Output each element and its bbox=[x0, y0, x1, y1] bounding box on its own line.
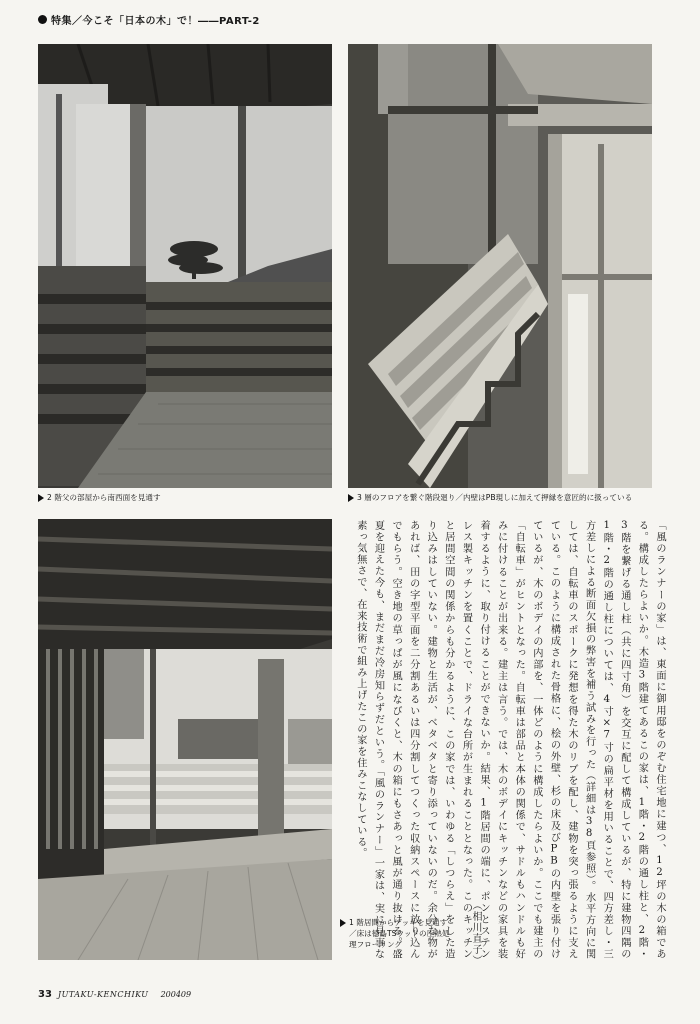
article-body bbox=[338, 520, 668, 960]
page-footer bbox=[38, 989, 191, 1000]
section-title: 特集／今こそ「日本の木」で！――PART-2 bbox=[51, 16, 260, 27]
caption-photo2 bbox=[348, 492, 668, 503]
bullet-icon bbox=[38, 15, 47, 24]
caption-photo1 bbox=[38, 492, 338, 503]
photo-living-room bbox=[38, 519, 332, 960]
photo-staircase bbox=[348, 44, 652, 488]
page-number: 33 bbox=[38, 989, 52, 1000]
issue-number: 200409 bbox=[160, 990, 192, 999]
magazine-name: JUTAKU-KENCHIKU bbox=[57, 990, 149, 999]
caption-text: 1 階居間からデッキを見通す／床は徳島TSウッドの圧熱処理フローリング bbox=[349, 918, 450, 949]
article-paragraph: 「風のランナーの家」は、東面に御用邸をのぞむ住宅地に建つ、12坪の木の箱である。構成したらよいか。木造3階建てあるこの家は、1階・2階の通し柱と、2階・3階を繋げる通し柱（共に四寸角）を交互に配して構成しているが、特に建物四隅の1階・2階の通し柱については、4寸×7寸の扁平材を用いることで、四方差し・三方差しによる断面欠損の弊害を補う試みを行った（詳細は38頁参照）。水平方向に関しては、自転車のスポークに発想を得た木のリブを配し、建物を突っ張るように支えている。このように構成された骨格に、桧の外壁、杉の床及びPBの内壁を張り付けているが、木のボデイの内部を、一体どのように構成したらよいか。ここでも建主の「自転車」がヒントとなった。自転車は部品と本体の関係で、サドルもハンドルも好みに付けることが出来る。建主は言う。では、木のボデイにキッチンなどの家具を装着するように、取り付けることができないか。結果、1階居間の端に、ポンとステンレス製キッチンを置くことで、ドライな台所が生まれることとなった。このキッチンと居間空間の関係からも分かるように、この家では、いわゆる「しつらえ」をした造り込みはしていない。建物と生活が、ベタベタと寄り添っていないのだ。余分な物があれば、田の字型平面を二分割あるいは四分割してつくった収納スペースに放り込んでもらう。空き地の草っぱが風になびくと、木の箱にもさあっと風が通り抜ける。盛夏を迎えた今も、まだまだ冷房知らずだという。「風のランナー」一家は、実に見事な素っ気無さで、在来技術で組み上げたこの家を住みこなしている。 bbox=[354, 520, 665, 960]
caption-pointer-icon bbox=[348, 494, 354, 502]
caption-pointer-icon bbox=[38, 494, 44, 502]
section-header bbox=[38, 12, 260, 27]
author-credit: （相川直子） bbox=[470, 900, 481, 966]
caption-text: 2 階父の部屋から南西面を見通す bbox=[47, 493, 161, 502]
photo-fathers-room bbox=[38, 44, 332, 488]
caption-text: 3 層のフロアを繋ぐ階段廻り／内壁はPB現しに加えて押縁を意匠的に扱っている bbox=[357, 493, 633, 502]
